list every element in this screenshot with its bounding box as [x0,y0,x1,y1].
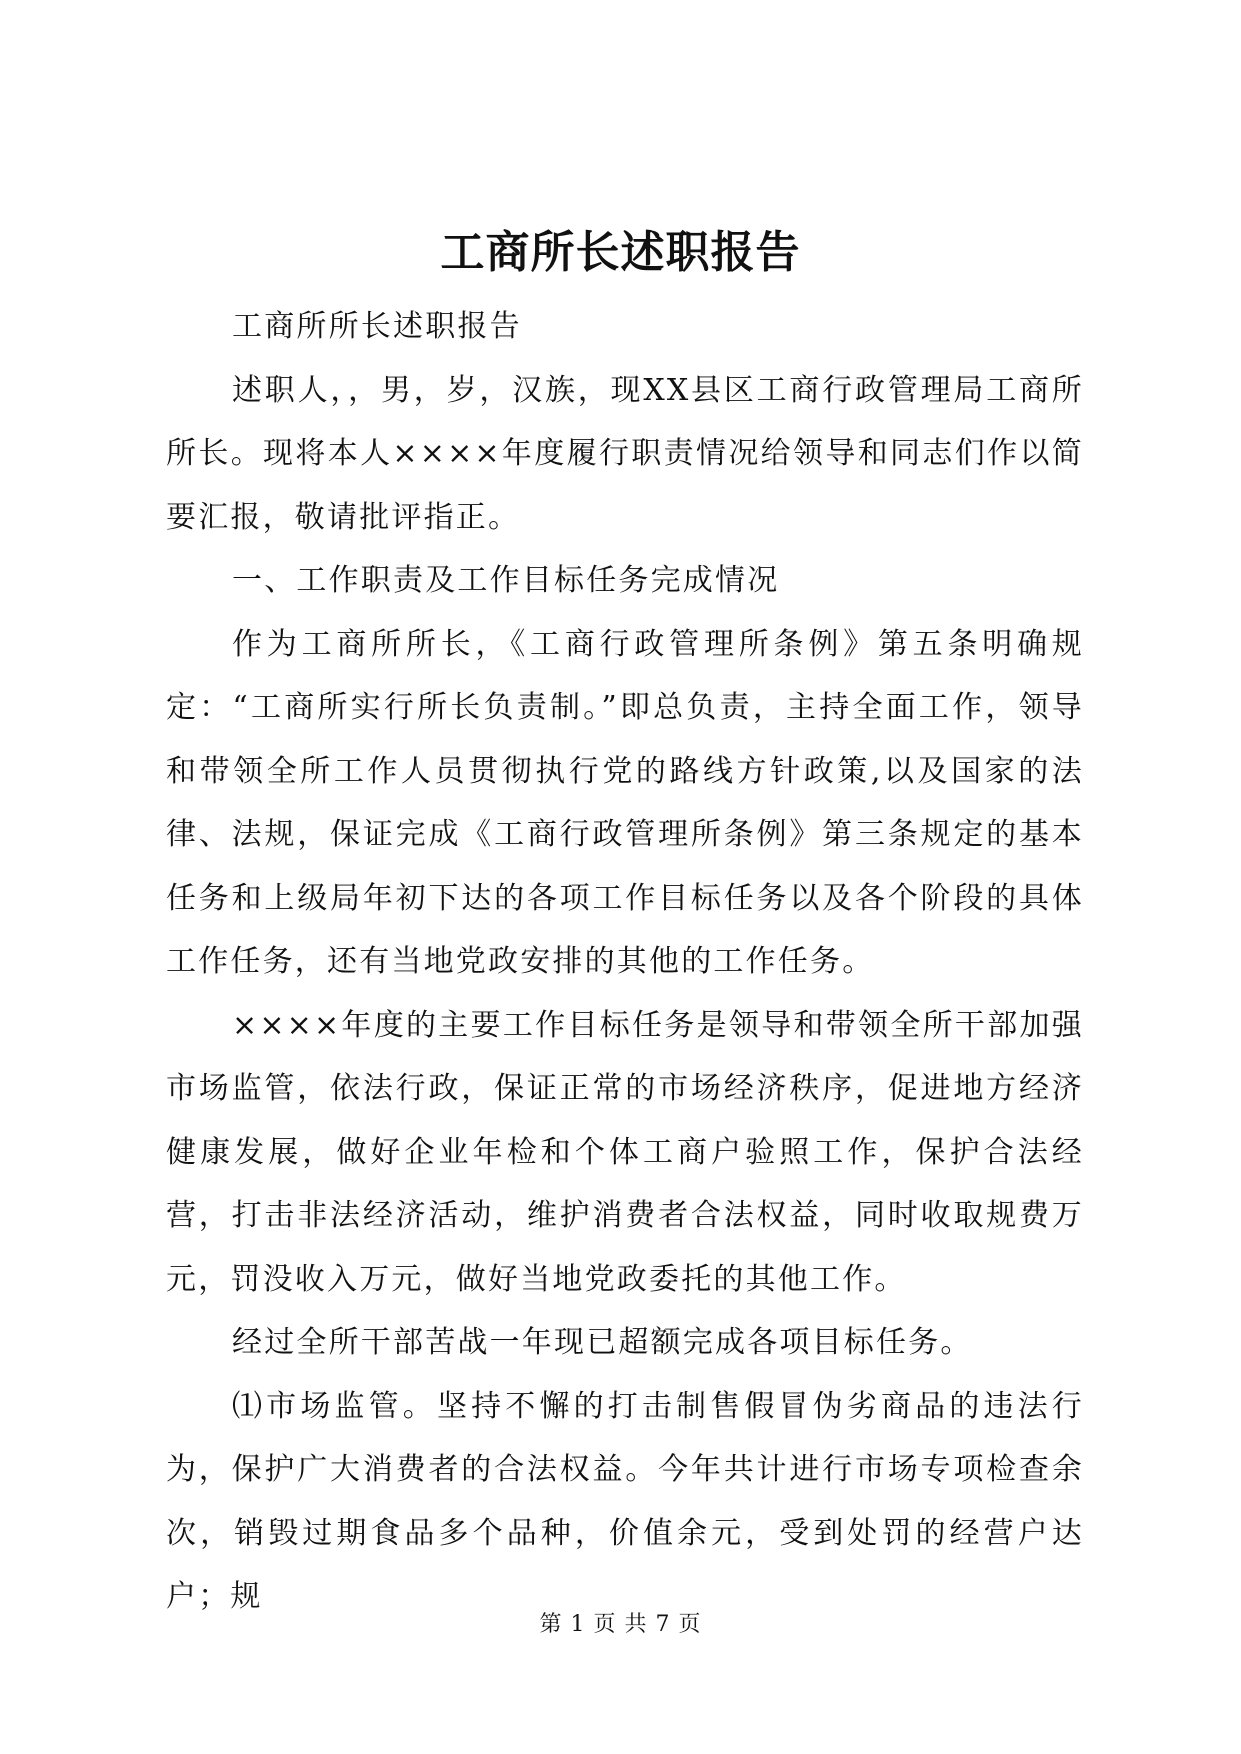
paragraph-subtitle: 工商所所长述职报告 [232,309,522,344]
page-footer: 第 1 页 共 7 页 [539,1612,702,1637]
section-heading-1: 一、工作职责及工作目标任务完成情况 [232,563,780,598]
paragraph-duties: 作为工商所所长，《工商行政管理所条例》第五条明确规定：“工商所实行所长负责制。”即总负责，主持全面工作，领导和带领全所工作人员贯彻执行党的路线方针政策,以及国家的法律、法规，保证完成《工商行政管理所条例》第三条规定的基本任务和上级局年初下达的各项工作目标任务以及各个阶段的具体工作任务，还有当地党政安排的其他的工作任务。 [166,626,1084,979]
document-body [166,295,1084,1629]
paragraph-annual-goals: ××××年度的主要工作目标任务是领导和带领全所干部加强市场监管，依法行政，保证正常的市场经济秩序，促进地方经济健康发展，做好企业年检和个体工商户验照工作，保护合法经营，打击非法经济活动，维护消费者合法权益，同时收取规费万元，罚没收入万元，做好当地党政委托的其他工作。 [166,1007,1084,1297]
document-title: 工商所长述职报告 [440,227,801,278]
paragraph-market-supervision: ⑴市场监管。坚持不懈的打击制售假冒伪劣商品的违法行为，保护广大消费者的合法权益。今年共计进行市场专项检查余次，销毁过期食品多个品种，价值余元，受到处罚的经营户达户；规 [166,1388,1084,1614]
paragraph-completion: 经过全所干部苦战一年现已超额完成各项目标任务。 [232,1325,973,1360]
paragraph-intro: 述职人，，男，岁，汉族，现XX县区工商行政管理局工商所所长。现将本人××××年度履行职责情况给领导和同志们作以简要汇报，敬请批评指正。 [166,372,1084,535]
